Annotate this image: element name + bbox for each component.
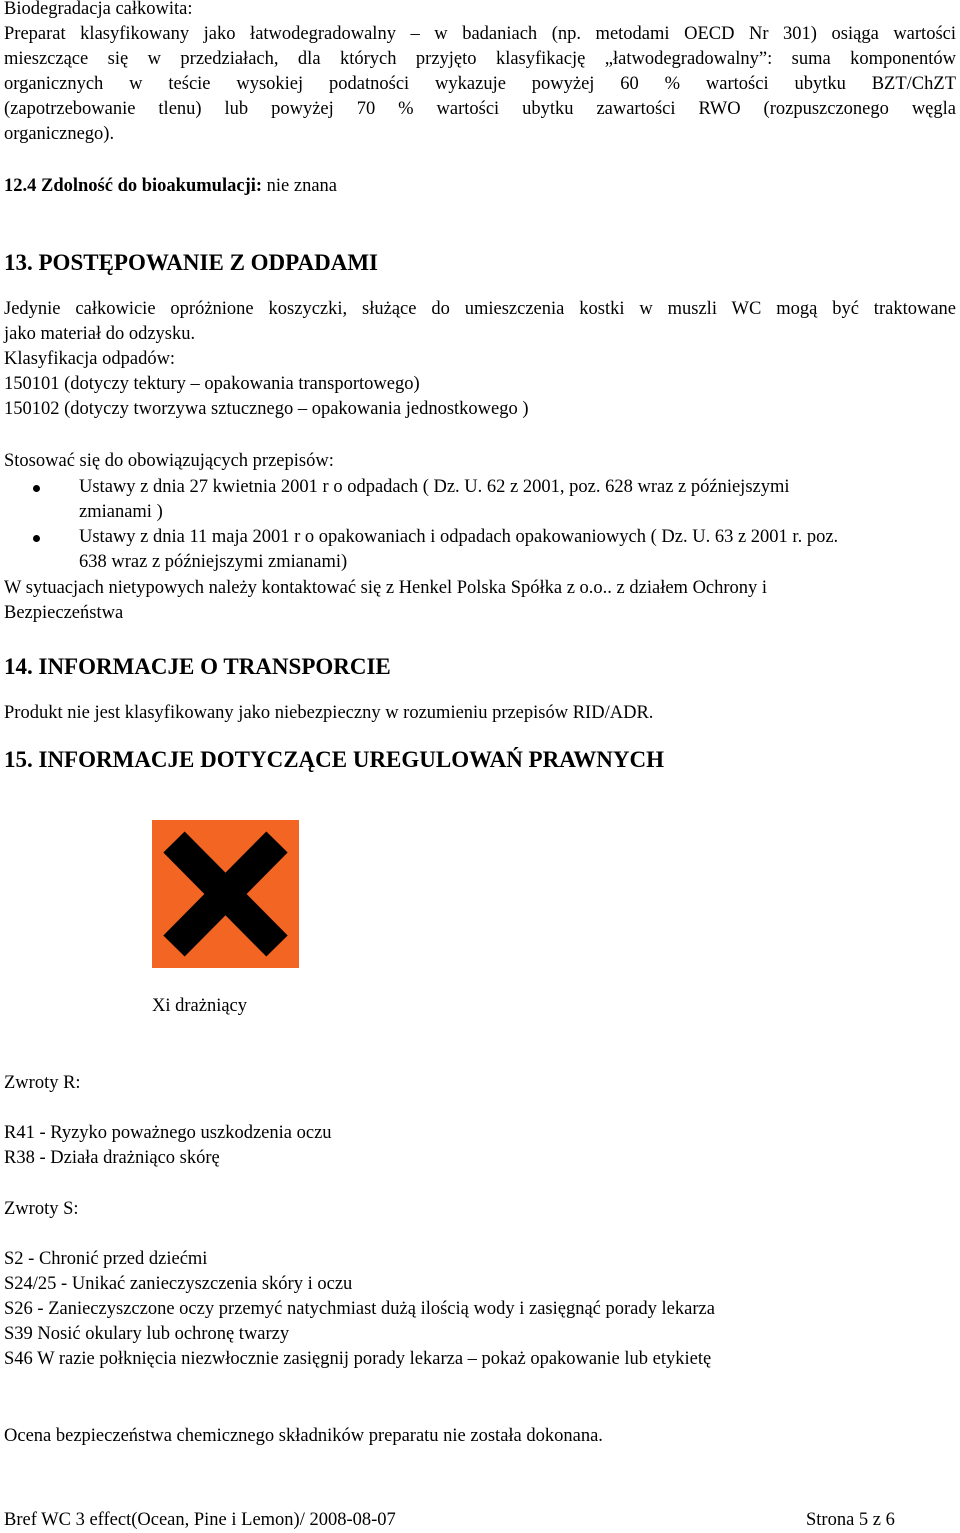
section-13-heading: 13. POSTĘPOWANIE Z ODPADAMI: [4, 250, 378, 275]
regulation-item-line: Ustawy z dnia 11 maja 2001 r o opakowaniach i odpadach opakowaniowych ( Dz. U. 63 z 2001 r. poz.: [79, 527, 839, 547]
regulation-item-line: zmianami ): [79, 502, 163, 522]
s-phrase: S24/25 - Unikać zanieczyszczenia skóry i oczu: [4, 1274, 353, 1294]
bullet-icon: [33, 535, 40, 542]
biodeg-text-line: (zapotrzebowanie tlenu) lub powyżej 70 % wartości ubytku zawartości RWO (rozpuszczonego węgla: [4, 99, 956, 119]
waste-text-line: Jedynie całkowicie opróżnione koszyczki, służące do umieszczenia kostki w muszli WC mogą być traktowane: [4, 299, 956, 319]
biodeg-text-line: Preparat klasyfikowany jako łatwodegradowalny – w badaniach (np. metodami OECD Nr 301) osiąga wartości: [4, 24, 956, 44]
waste-classification-label: Klasyfikacja odpadów:: [4, 349, 176, 369]
waste-code: 150101 (dotyczy tektury – opakowania transportowego): [4, 374, 420, 394]
r-phrase: R41 - Ryzyko poważnego uszkodzenia oczu: [4, 1123, 332, 1143]
transport-text: Produkt nie jest klasyfikowany jako niebezpieczny w rozumieniu przepisów RID/ADR.: [4, 703, 654, 723]
safety-assessment-note: Ocena bezpieczeństwa chemicznego składników preparatu nie została dokonana.: [4, 1426, 603, 1446]
hazard-symbol-caption: Xi drażniący: [152, 996, 248, 1016]
r-phrase: R38 - Działa drażniąco skórę: [4, 1148, 220, 1168]
s-phrases-label: Zwroty S:: [4, 1199, 79, 1219]
regulations-intro: Stosować się do obowiązujących przepisów:: [4, 451, 334, 471]
s-phrase: S26 - Zanieczyszczone oczy przemyć natychmiast dużą ilością wody i zasięgnąć porady lekarza: [4, 1299, 715, 1319]
waste-code: 150102 (dotyczy tworzywa sztucznego – opakowania jednostkowego ): [4, 399, 529, 419]
section-15-heading: 15. INFORMACJE DOTYCZĄCE UREGULOWAŃ PRAWNYCH: [4, 747, 664, 772]
section-14-heading: 14. INFORMACJE O TRANSPORCIE: [4, 654, 391, 679]
biodeg-title: Biodegradacja całkowita:: [4, 0, 193, 19]
bullet-icon: [33, 485, 40, 492]
biodeg-text-line: organicznych w teście wysokiej podatności wykazuje powyżej 60 % wartości ubytku BZT/ChZT: [4, 74, 956, 94]
s-phrase: S2 - Chronić przed dziećmi: [4, 1249, 208, 1269]
contact-text-line: Bezpieczeństwa: [4, 603, 124, 623]
s-phrase: S46 W razie połknięcia niezwłocznie zasięgnij porady lekarza – pokaż opakowanie lub etykietę: [4, 1349, 712, 1369]
bioaccumulation-label: 12.4 Zdolność do bioakumulacji:: [4, 176, 263, 196]
waste-text-line: jako materiał do odzysku.: [4, 324, 196, 344]
footer-document-id: Bref WC 3 effect(Ocean, Pine i Lemon)/ 2008-08-07: [4, 1510, 396, 1530]
footer-page-number: Strona 5 z 6: [806, 1510, 895, 1530]
bioaccumulation-line: [4, 174, 337, 199]
biodeg-text-line: organicznego).: [4, 124, 115, 144]
contact-text-line: W sytuacjach nietypowych należy kontaktować się z Henkel Polska Spółka z o.o.. z działem Ochrony i: [4, 578, 768, 598]
biodeg-text-line: mieszczące się w przedziałach, dla których przyjęto klasyfikację „łatwodegradowalny”: suma komponentów: [4, 49, 956, 69]
regulation-item-line: 638 wraz z późniejszymi zmianami): [79, 552, 348, 572]
bioaccumulation-value: nie znana: [262, 176, 338, 196]
irritant-x-symbol-icon: [152, 820, 299, 968]
r-phrases-label: Zwroty R:: [4, 1073, 81, 1093]
regulation-item-line: Ustawy z dnia 27 kwietnia 2001 r o odpadach ( Dz. U. 62 z 2001, poz. 628 wraz z późniejszymi: [79, 477, 790, 497]
s-phrase: S39 Nosić okulary lub ochronę twarzy: [4, 1324, 290, 1344]
